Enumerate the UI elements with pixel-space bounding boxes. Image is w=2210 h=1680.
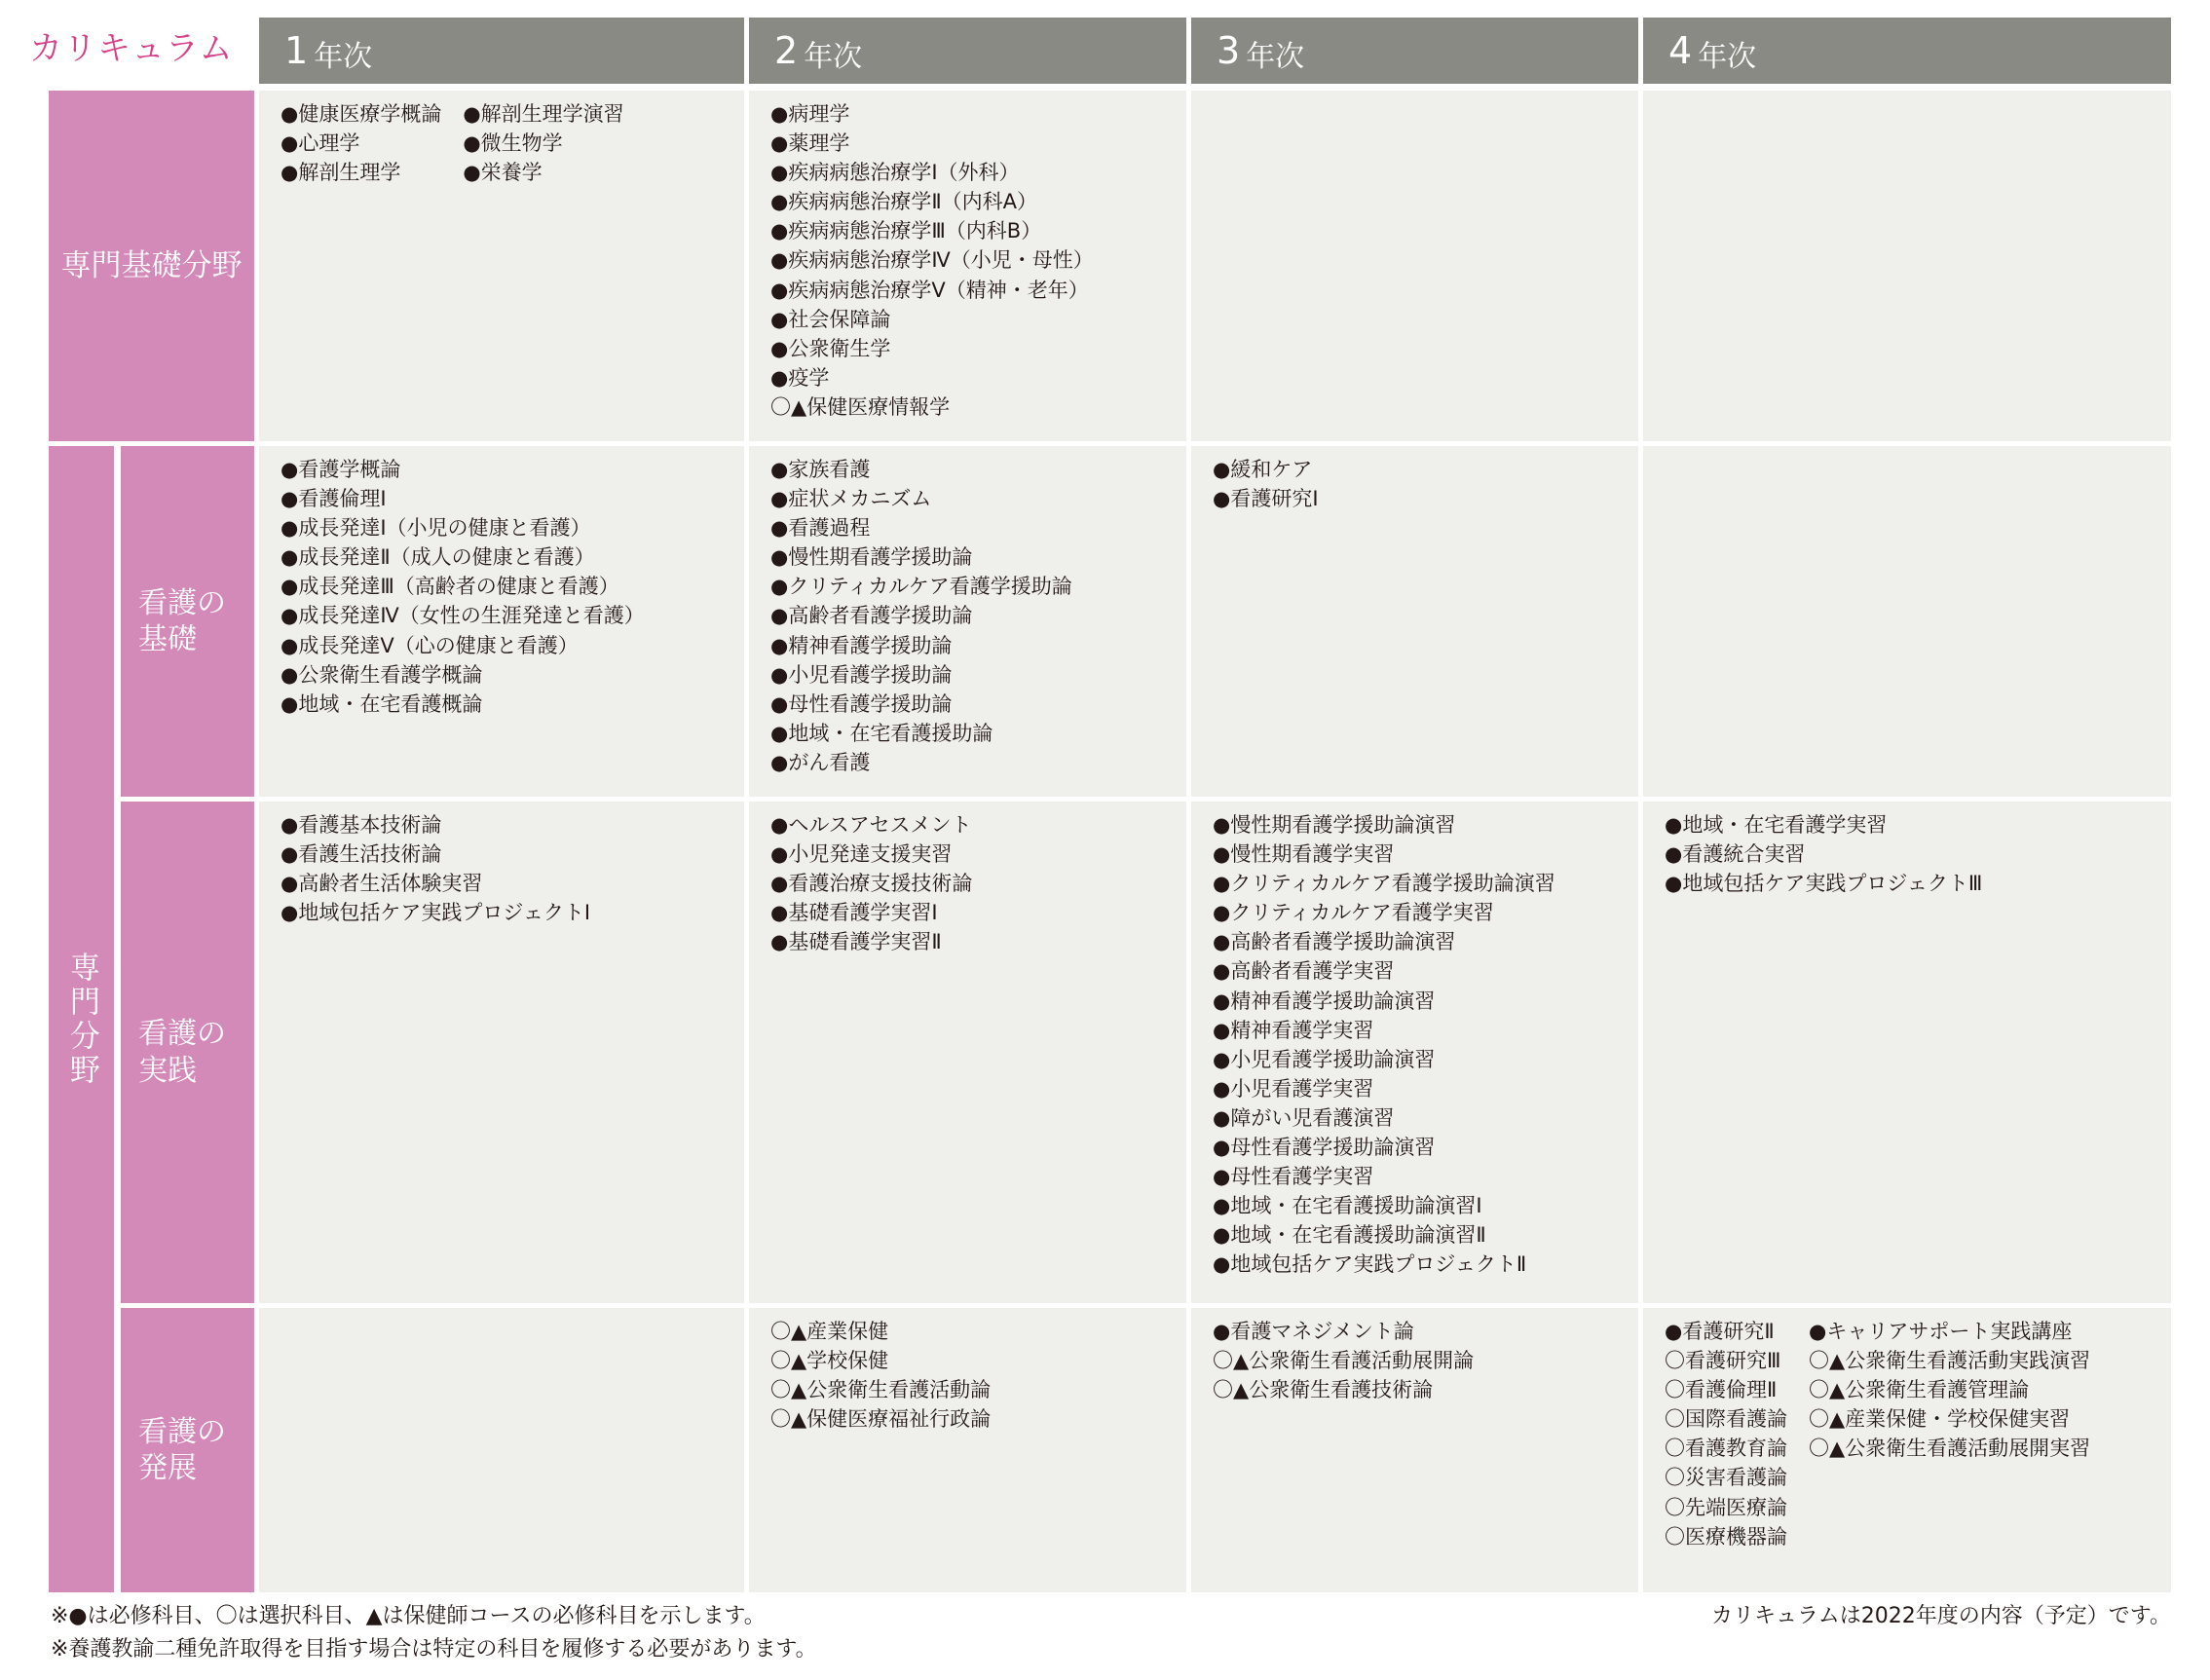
course-item: ●地域・在宅看護学実習 <box>1665 813 1888 837</box>
course-item: ●基礎看護学実習Ⅰ <box>770 901 938 925</box>
course-item: ●看護統合実習 <box>1665 842 1806 867</box>
label-line: 基礎 <box>138 622 197 656</box>
course-item: ●がん看護 <box>770 750 871 774</box>
course-item: ●症状メカニズム <box>770 487 932 511</box>
course-item: ●看護基本技術論 <box>281 813 442 837</box>
course-item: ●クリティカルケア看護学援助論 <box>770 575 1072 599</box>
cell-kango-hatten-year3 <box>1191 1308 1638 1592</box>
cell-kango-kiso-year4 <box>1643 446 2171 797</box>
year-suffix: 年次 <box>1698 40 1757 74</box>
course-item: ●基礎看護学実習Ⅱ <box>770 930 942 954</box>
course-list <box>770 455 1186 777</box>
course-item: 〇▲公衆衛生看護技術論 <box>1213 1378 1434 1402</box>
course-item: ●精神看護学実習 <box>1213 1018 1374 1042</box>
course-list <box>1213 455 1638 513</box>
course-item: ●看護学概論 <box>281 458 401 481</box>
footnotes <box>51 1600 817 1666</box>
cell-kango-jissen-year2 <box>749 802 1186 1303</box>
course-item: 〇▲保健医療情報学 <box>770 394 951 419</box>
course-item: ●成長発達Ⅳ（女性の生涯発達と看護） <box>281 604 645 628</box>
year-number: 1 <box>284 29 309 72</box>
course-item: ●成長発達Ⅱ（成人の健康と看護） <box>281 545 595 570</box>
course-item: ●成長発達Ⅲ（高齢者の健康と看護） <box>281 575 619 599</box>
course-item: 〇▲学校保健 <box>770 1349 889 1373</box>
label-line: 実践 <box>138 1053 197 1088</box>
course-list <box>463 99 623 187</box>
course-list <box>1809 1317 2090 1551</box>
course-item: 〇▲公衆衛生看護活動展開実習 <box>1809 1437 2091 1461</box>
course-item: 〇災害看護論 <box>1665 1466 1787 1490</box>
course-list <box>281 455 744 719</box>
course-item: ●微生物学 <box>463 131 563 156</box>
course-list <box>770 810 1186 956</box>
course-item: 〇医療機器論 <box>1665 1524 1787 1549</box>
course-item: ●解剖生理学 <box>281 161 401 185</box>
course-item: ●看護マネジメント論 <box>1213 1320 1414 1343</box>
course-list <box>281 810 744 927</box>
course-item: ●地域・在宅看護援助論演習Ⅰ <box>1213 1194 1482 1218</box>
course-item: ●疾病病態治療学Ⅰ（外科） <box>770 161 1020 185</box>
year-suffix: 年次 <box>1246 40 1305 74</box>
course-item: 〇▲公衆衛生看護活動論 <box>770 1378 992 1402</box>
section-label-kango-hatten <box>121 1308 254 1592</box>
course-item: ●心理学 <box>281 131 360 156</box>
year-number: 2 <box>774 29 799 72</box>
year-suffix: 年次 <box>804 40 863 74</box>
cell-kango-hatten-year4 <box>1643 1308 2171 1592</box>
course-item: 〇看護研究Ⅲ <box>1665 1349 1781 1373</box>
cell-kiso-year3 <box>1191 91 1638 441</box>
label-line: 看護の <box>138 1414 226 1449</box>
course-item: 〇看護教育論 <box>1665 1437 1787 1461</box>
cell-kango-hatten-year2 <box>749 1308 1186 1592</box>
course-item: ●小児発達支援実習 <box>770 842 953 867</box>
cell-kango-kiso-year3 <box>1191 446 1638 797</box>
course-item: ●看護治療支援技術論 <box>770 872 973 896</box>
section-label-kango-jissen <box>121 802 254 1303</box>
course-item: ●障がい児看護演習 <box>1213 1105 1395 1130</box>
course-item: ●キャリアサポート実践講座 <box>1809 1320 2073 1343</box>
cell-kango-hatten-year1 <box>259 1308 744 1592</box>
course-item: ●高齢者看護学実習 <box>1213 959 1395 984</box>
course-item: ●看護倫理Ⅰ <box>281 487 387 511</box>
course-item: ●高齢者看護学援助論 <box>770 604 973 628</box>
page-title: カリキュラム <box>29 29 234 68</box>
course-item: 〇▲公衆衛生看護活動展開論 <box>1213 1349 1475 1373</box>
course-list <box>281 99 441 187</box>
section-label-senmon-kiso: 専門基礎分野 <box>49 91 254 441</box>
course-item: 〇国際看護論 <box>1665 1407 1787 1432</box>
year-header-3 <box>1191 18 1638 84</box>
course-item: ●栄養学 <box>463 161 543 185</box>
course-item: ●母性看護学援助論演習 <box>1213 1136 1436 1160</box>
course-item: ●薬理学 <box>770 131 850 156</box>
course-item: ●母性看護学援助論 <box>770 691 953 716</box>
course-item: ●クリティカルケア看護学援助論演習 <box>1213 872 1555 896</box>
course-item: ●高齢者生活体験実習 <box>281 872 483 896</box>
course-list <box>770 99 1186 422</box>
course-item: ●病理学 <box>770 102 850 126</box>
footnote: ※養護教諭二種免許取得を目指す場合は特定の科目を履修する必要があります。 <box>51 1637 817 1661</box>
course-item: ●健康医療学概論 <box>281 102 442 126</box>
year-number: 3 <box>1217 29 1241 72</box>
course-item: 〇▲公衆衛生看護管理論 <box>1809 1378 2030 1402</box>
course-item: ●看護研究Ⅰ <box>1213 487 1319 511</box>
course-item: ●公衆衛生学 <box>770 336 891 360</box>
cell-kiso-year2 <box>749 91 1186 441</box>
year-number: 4 <box>1668 29 1693 72</box>
year-suffix: 年次 <box>314 40 373 74</box>
course-item: 〇▲保健医療福祉行政論 <box>770 1407 992 1432</box>
curriculum-year-note: カリキュラムは2022年度の内容（予定）です。 <box>1710 1604 2171 1628</box>
course-item: 〇▲公衆衛生看護活動実践演習 <box>1809 1349 2091 1373</box>
course-item: ●疾病病態治療学Ⅳ（小児・母性） <box>770 248 1094 273</box>
label-line: 看護の <box>138 585 226 620</box>
course-item: ●看護過程 <box>770 516 871 541</box>
section-label-kango-kiso <box>121 446 254 797</box>
course-item: ●社会保障論 <box>770 307 891 331</box>
year-header-1 <box>259 18 744 84</box>
course-item: ●高齢者看護学援助論演習 <box>1213 930 1456 954</box>
year-header-2 <box>749 18 1186 84</box>
course-item: ●地域・在宅看護概論 <box>281 691 483 716</box>
course-item: ●疾病病態治療学Ⅴ（精神・老年） <box>770 278 1089 302</box>
course-item: ●小児看護学援助論演習 <box>1213 1047 1436 1071</box>
cell-kango-jissen-year4 <box>1643 802 2171 1303</box>
cell-kiso-year1 <box>259 91 744 441</box>
label-line: 発展 <box>138 1451 197 1485</box>
course-item: ●地域・在宅看護援助論 <box>770 721 993 745</box>
cell-kango-jissen-year1 <box>259 802 744 1303</box>
course-item: ●小児看護学実習 <box>1213 1076 1374 1101</box>
course-item: 〇▲産業保健 <box>770 1320 889 1343</box>
course-item: ●地域包括ケア実践プロジェクトⅢ <box>1665 872 1983 896</box>
course-item: ●クリティカルケア看護学実習 <box>1213 901 1494 925</box>
course-item: ●地域包括ケア実践プロジェクトⅡ <box>1213 1252 1527 1277</box>
course-item: ●ヘルスアセスメント <box>770 813 972 837</box>
course-item: ●成長発達Ⅰ（小児の健康と看護） <box>281 516 591 541</box>
course-list <box>1665 1317 1787 1551</box>
cell-kango-kiso-year1 <box>259 446 744 797</box>
course-item: 〇看護倫理Ⅱ <box>1665 1378 1778 1402</box>
course-item: ●母性看護学実習 <box>1213 1165 1374 1189</box>
cell-kiso-year4 <box>1643 91 2171 441</box>
course-item: ●精神看護学援助論 <box>770 633 953 657</box>
course-list <box>1213 1317 1638 1404</box>
label-line: 看護の <box>138 1017 226 1051</box>
course-item: ●地域包括ケア実践プロジェクトⅠ <box>281 901 591 925</box>
course-item: ●慢性期看護学実習 <box>1213 842 1395 867</box>
section-label-senmon-text: 専門分野 <box>63 951 99 1088</box>
course-item: ●看護生活技術論 <box>281 842 442 867</box>
course-item: ●慢性期看護学援助論 <box>770 545 973 570</box>
course-item: ●地域・在宅看護援助論演習Ⅱ <box>1213 1223 1486 1248</box>
footnote: ※●は必修科目、〇は選択科目、▲は保健師コースの必修科目を示します。 <box>51 1604 766 1628</box>
course-item: ●精神看護学援助論演習 <box>1213 989 1436 1013</box>
course-item: ●解剖生理学演習 <box>463 102 624 126</box>
course-item: ●疾病病態治療学Ⅱ（内科A） <box>770 190 1038 214</box>
course-item: ●慢性期看護学援助論演習 <box>1213 813 1456 837</box>
course-list <box>1213 810 1638 1280</box>
course-item: 〇▲産業保健・学校保健実習 <box>1809 1407 2071 1432</box>
course-item: ●小児看護学援助論 <box>770 662 953 687</box>
course-list <box>1665 810 2171 898</box>
course-item: 〇先端医療論 <box>1665 1495 1787 1519</box>
course-item: ●看護研究Ⅱ <box>1665 1320 1775 1343</box>
course-item: ●公衆衛生看護学概論 <box>281 662 483 687</box>
year-header-4 <box>1643 18 2171 84</box>
course-item: ●緩和ケア <box>1213 458 1313 481</box>
course-item: ●疾病病態治療学Ⅲ（内科B） <box>770 219 1042 243</box>
cell-kango-kiso-year2 <box>749 446 1186 797</box>
course-item: ●家族看護 <box>770 458 871 481</box>
course-item: ●成長発達Ⅴ（心の健康と看護） <box>281 633 579 657</box>
course-item: ●疫学 <box>770 365 830 390</box>
section-label-senmon <box>49 446 114 1592</box>
course-list <box>770 1317 1186 1434</box>
cell-kango-jissen-year3 <box>1191 802 1638 1303</box>
